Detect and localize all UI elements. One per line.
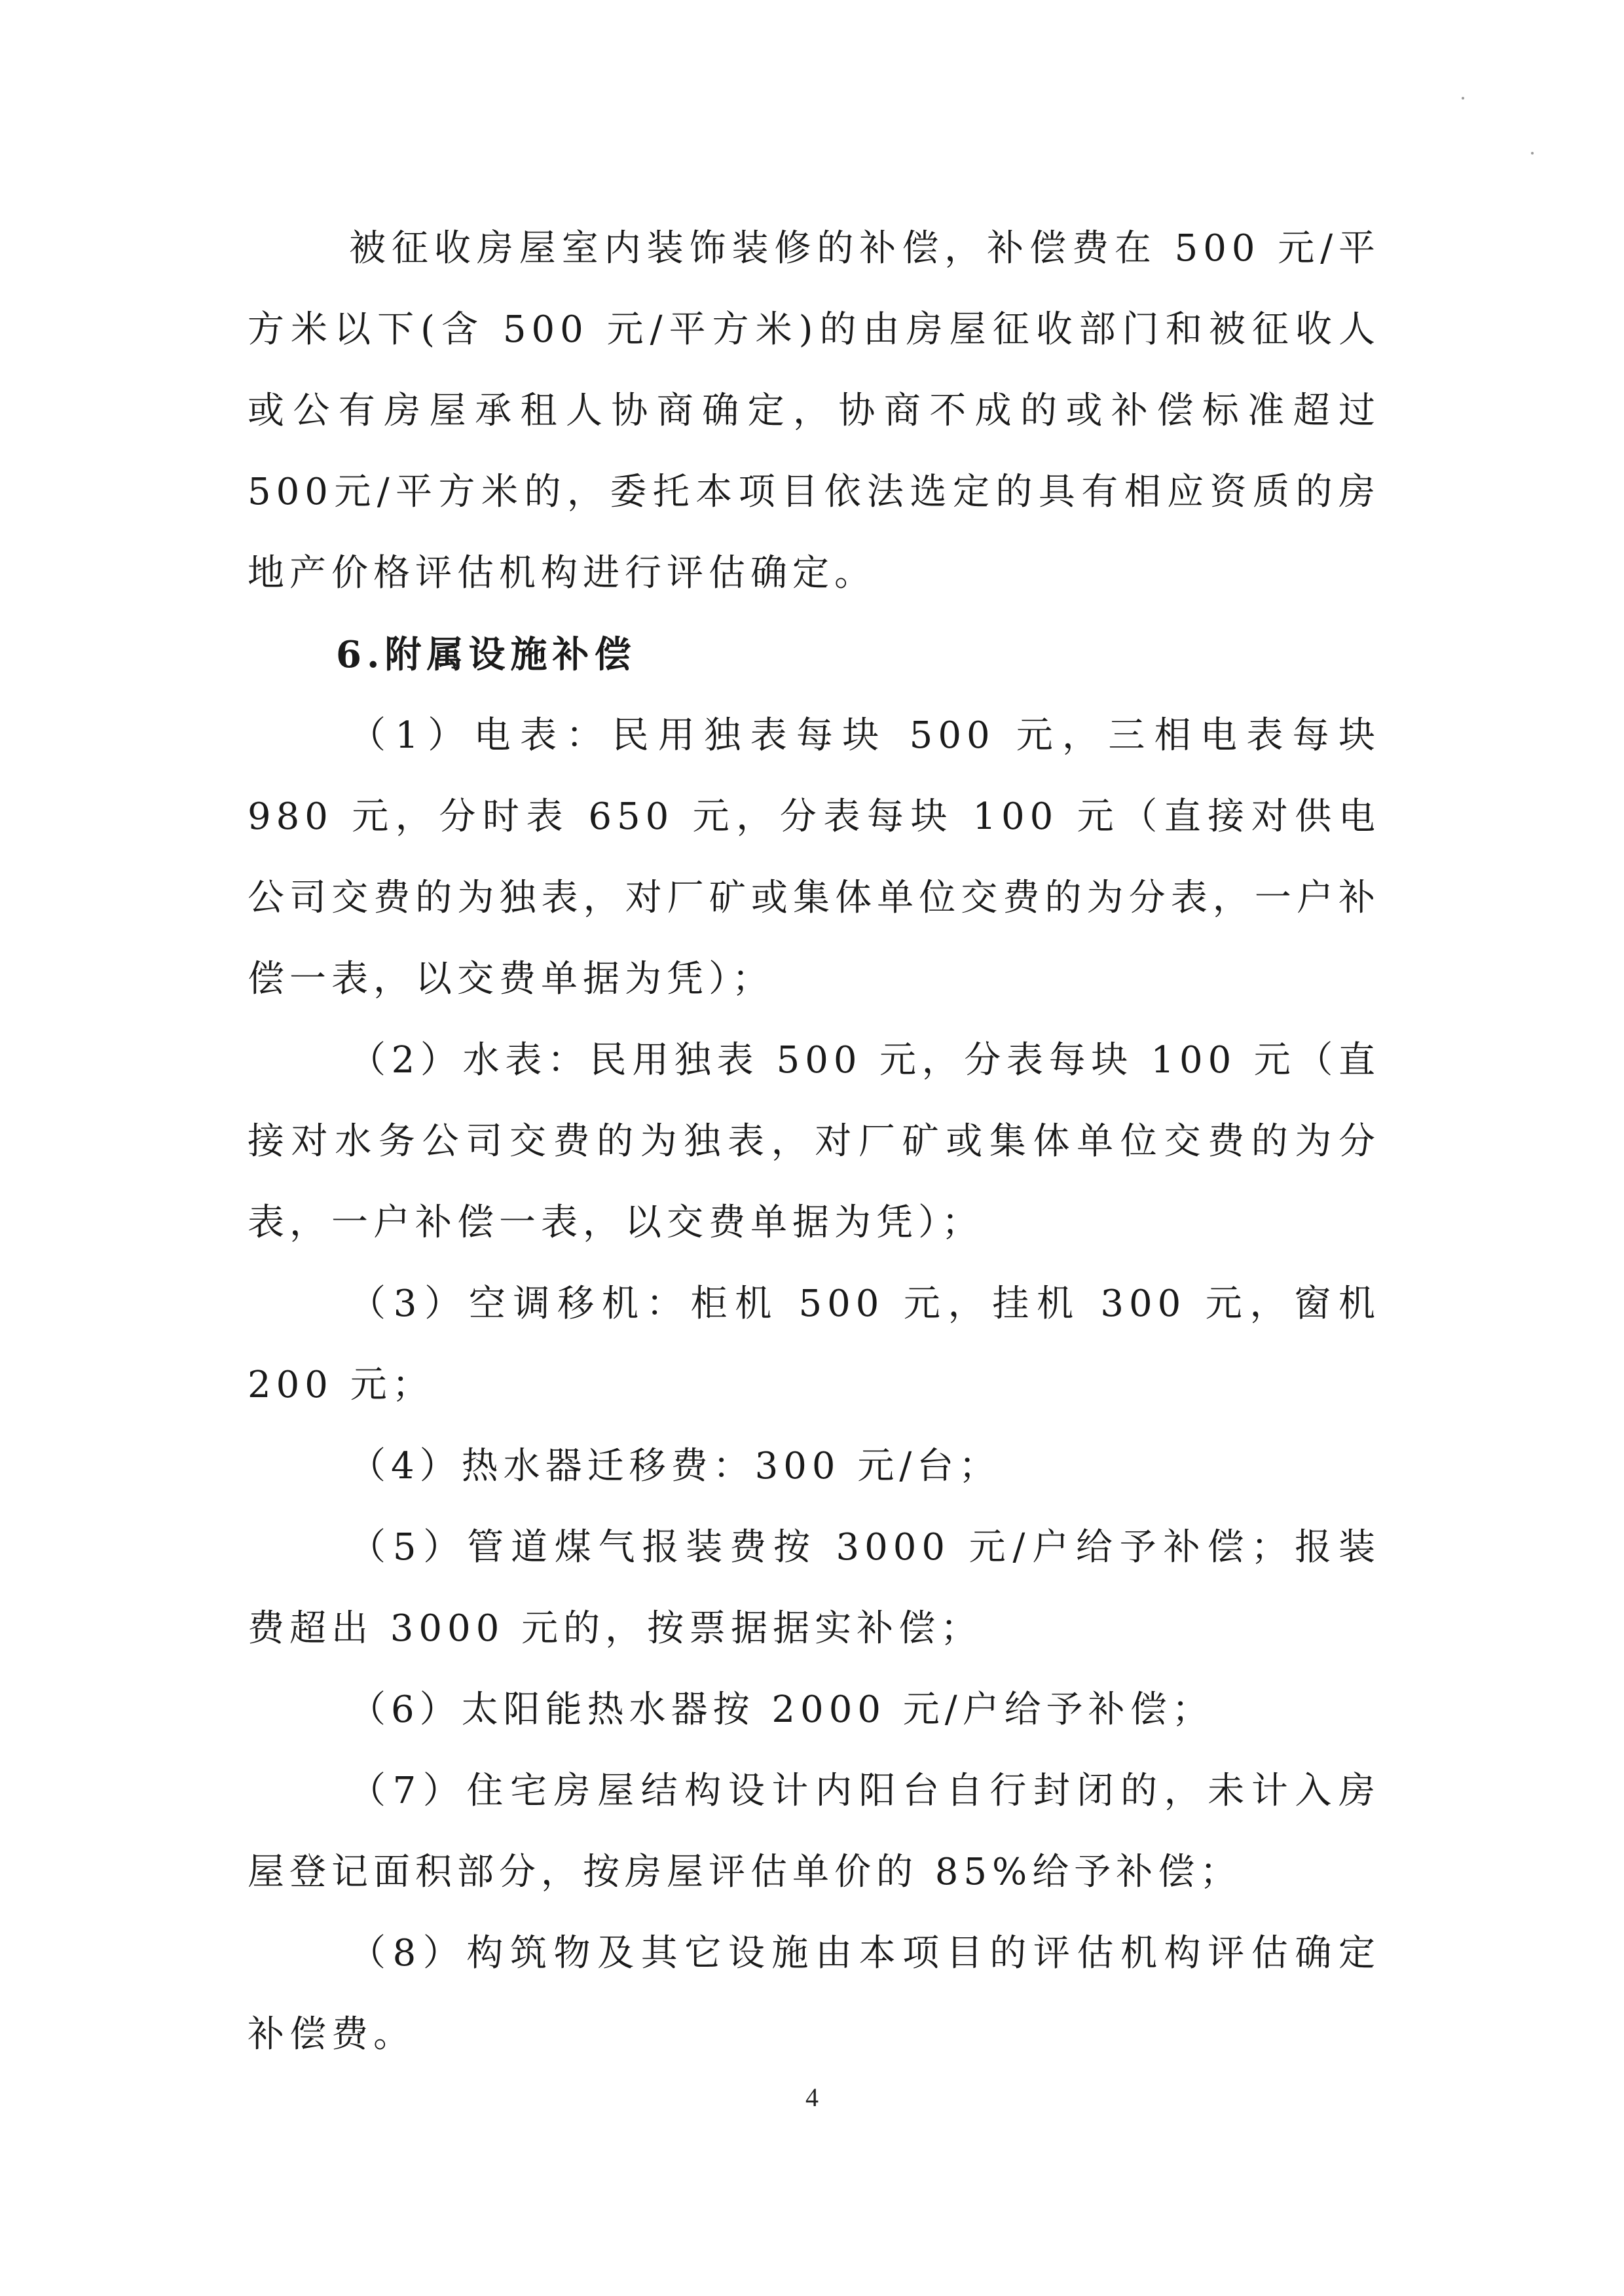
page-number: 4 (805, 2083, 819, 2112)
section-heading: 6.附属设施补偿 (336, 633, 637, 676)
scan-speck (1531, 152, 1534, 155)
item-balcony: （7）住宅房屋结构设计内阳台自行封闭的，未计入房屋登记面积部分，按房屋评估单价的 85%给予补偿； (248, 1770, 1380, 1893)
item-water-meter: （2）水表：民用独表 500 元，分表每块 100 元（直接对水务公司交费的为独表，对厂矿或集体单位交费的为分表，一户补偿一表，以交费单据为凭）； (248, 1039, 1380, 1244)
item-gas-pipeline: （5）管道煤气报装费按 3000 元/户给予补偿；报装费超出 3000 元的，按票据据实补偿； (248, 1526, 1380, 1650)
paragraph-decoration-compensation: 被征收房屋室内装饰装修的补偿，补偿费在 500 元/平方米以下(含 500 元/平方米)的由房屋征收部门和被征收人或公有房屋承租人协商确定，协商不成的或补偿标准超过500元/平方米的，委托本项目依法选定的具有相应资质的房地产价格评估机构进行评估确定。 (248, 227, 1380, 594)
item-water-heater: （4）热水器迁移费：300 元/台； (349, 1445, 1001, 1487)
item-air-conditioner: （3）空调移机：柜机 500 元，挂机 300 元，窗机 200 元； (248, 1283, 1380, 1406)
scan-speck (1462, 97, 1464, 100)
document-body (248, 208, 1380, 2075)
item-electric-meter: （1）电表：民用独表每块 500 元，三相电表每块 980 元，分时表 650 元，分表每块 100 元（直接对供电公司交费的为独表，对厂矿或集体单位交费的为分表，一户补偿一表，以交费单据为凭）； (248, 714, 1380, 1000)
item-solar-heater: （6）太阳能热水器按 2000 元/户给予补偿； (349, 1688, 1214, 1731)
item-structures: （8）构筑物及其它设施由本项目的评估机构评估确定补偿费。 (248, 1932, 1380, 2056)
